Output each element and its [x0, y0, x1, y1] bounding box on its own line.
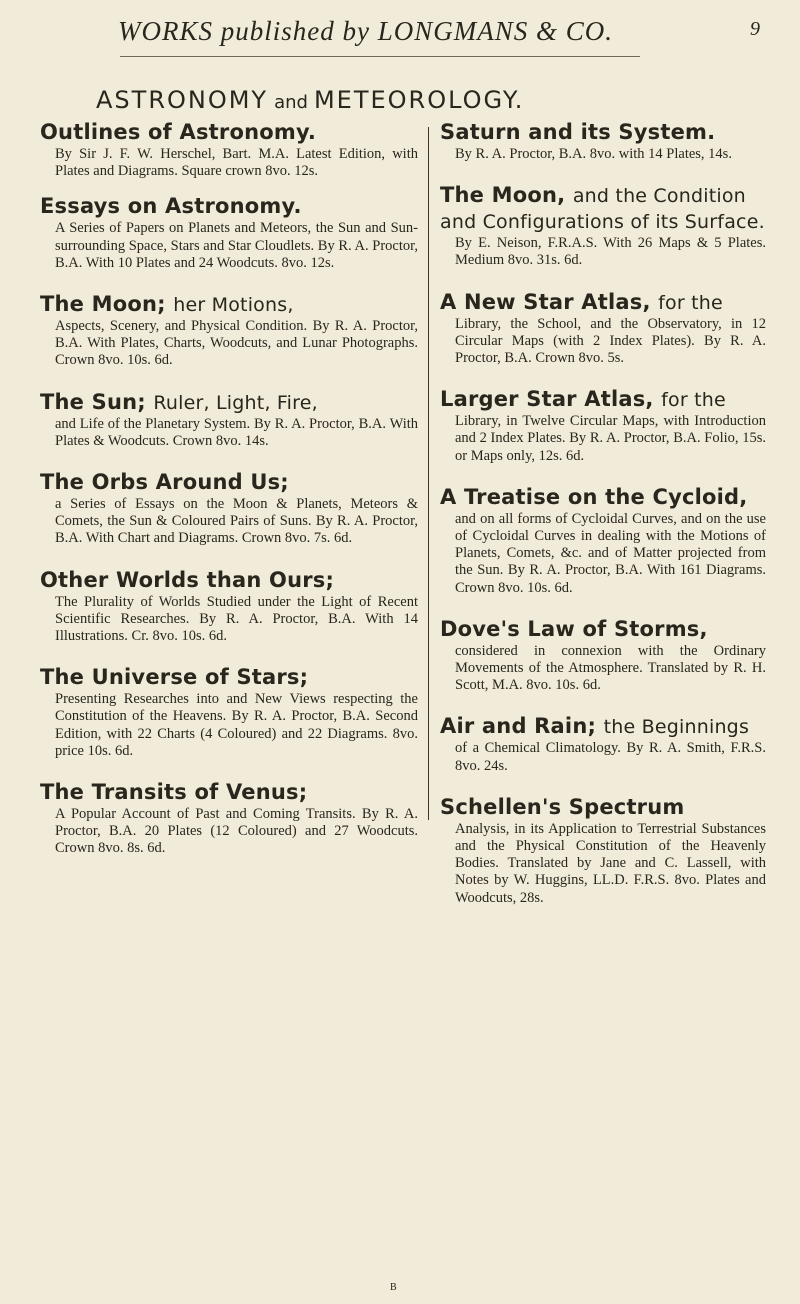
section-title-left: ASTRONOMY [96, 86, 269, 114]
book-description: and Life of the Planetary System. By R. A. Proctor, B.A. With Plates & Woodcuts. Crown 8vo. 14s. [55, 415, 418, 449]
book-entry [40, 194, 418, 272]
book-entry [40, 470, 418, 548]
book-description: A Series of Papers on Planets and Meteors, the Sun and Sun-surrounding Space, Stars and Star Cloudlets. By R. A. Proctor, B.A. With 10 Plates and 24 Woodcuts. 8vo. 12s. [55, 220, 418, 271]
book-title: Schellen's Spectrum [440, 794, 685, 819]
section-title-and: and [274, 92, 308, 113]
section-title-right: METEOROLOGY. [313, 86, 525, 114]
signature-mark: B [390, 1282, 397, 1293]
book-description: By Sir J. F. W. Herschel, Bart. M.A. Latest Edition, with Plates and Diagrams. Square crown 8vo. 12s. [55, 146, 418, 180]
book-entry [40, 568, 418, 646]
running-title: WORKS published by LONGMANS & CO. [118, 16, 613, 46]
book-description: Aspects, Scenery, and Physical Condition. By R. A. Proctor, B.A. With Plates, Charts, Woodcuts, and Lunar Photographs. Crown 8vo. 10s. 6d. [55, 318, 418, 369]
book-title: Essays on Astronomy. [40, 194, 302, 219]
page-number: 9 [750, 18, 760, 40]
book-entry [440, 120, 766, 163]
book-entry [440, 795, 766, 907]
book-description: A Popular Account of Past and Coming Transits. By R. A. Proctor, B.A. 20 Plates (12 Coloured) and 27 Woodcuts. Crown 8vo. 8s. 6d. [55, 806, 418, 857]
book-title: A Treatise on the Cycloid, [440, 484, 748, 509]
book-entry [440, 485, 766, 597]
book-description: By R. A. Proctor, B.A. 8vo. with 14 Plates, 14s. [455, 146, 732, 162]
book-entry [440, 290, 766, 368]
book-description: Library, the School, and the Observatory, in 12 Circular Maps (with 2 Index Plates). By R. A. Proctor, B.A. Crown 8vo. 5s. [455, 315, 766, 367]
book-entry [40, 292, 418, 370]
book-entry [440, 183, 766, 269]
book-title: Outlines of Astronomy. [40, 120, 317, 144]
book-description: considered in connexion with the Ordinary Movements of the Atmosphere. Translated by R. H. Scott, M.A. 8vo. 10s. 6d. [455, 642, 766, 694]
book-title: Air and Rain; the Beginnings [440, 714, 750, 739]
running-head [0, 14, 800, 54]
book-entry [440, 617, 766, 695]
book-entry [40, 780, 418, 858]
book-title: Dove's Law of Storms, [440, 616, 708, 641]
book-description: The Plurality of Worlds Studied under the Light of Recent Scientific Researches. By R. A. Proctor, B.A. With 14 Illustrations. Cr. 8vo. 10s. 6d. [55, 593, 418, 645]
book-description: By E. Neison, F.R.A.S. With 26 Maps & 5 Plates. Medium 8vo. 31s. 6d. [455, 235, 766, 269]
header-rule [120, 56, 640, 57]
book-entry [440, 714, 766, 774]
book-description: Library, in Twelve Circular Maps, with Introduction and 2 Index Plates. By R. A. Proctor, B.A. Folio, 15s. or Maps only, 12s. 6d. [455, 413, 766, 464]
book-entry [40, 390, 418, 450]
book-title: The Orbs Around Us; [40, 470, 289, 495]
right-column [440, 120, 766, 927]
book-title: The Transits of Venus; [40, 780, 308, 805]
book-description: and on all forms of Cycloidal Curves, and on the use of Cycloidal Curves in dealing with the Motions of Planets, Comets, &c. and of Matter projected from the Sun. By R. A. Proctor, B.A. With 161 Diagrams. Crown 8vo. 10s. 6d. [455, 510, 766, 596]
book-title: Saturn and its System. [440, 120, 716, 144]
book-description: Presenting Researches into and New Views respecting the Constitution of the Heavens. By R. A. Proctor, B.A. Second Edition, with 22 Charts (4 Coloured) and 22 Diagrams. 8vo. price 10s. 6d. [55, 691, 418, 759]
book-entry [440, 387, 766, 465]
book-title: The Universe of Stars; [40, 665, 309, 690]
column-divider [428, 127, 429, 820]
book-description: of a Chemical Climatology. By R. A. Smith, F.R.S. 8vo. 24s. [455, 740, 766, 774]
book-title: A New Star Atlas, for the [440, 289, 723, 314]
book-entry [40, 665, 418, 760]
book-title: The Moon; her Motions, [40, 292, 294, 317]
book-description: Analysis, in its Application to Terrestrial Substances and the Physical Constitution of the Heavenly Bodies. Translated by Jane and C. Lassell, with Notes by W. Huggins, LL.D. F.R.S. 8vo. Plates and Woodcuts, 28s. [455, 820, 766, 906]
book-entry [40, 120, 418, 180]
book-description: a Series of Essays on the Moon & Planets, Meteors & Comets, the Sun & Coloured Pairs of Suns. By R. A. Proctor, B.A. With Chart and Diagrams. Crown 8vo. 7s. 6d. [55, 496, 418, 547]
book-title: The Sun; Ruler, Light, Fire, [40, 389, 318, 414]
book-title: Larger Star Atlas, for the [440, 387, 726, 412]
left-column [40, 120, 418, 878]
book-title: Other Worlds than Ours; [40, 567, 335, 592]
section-title [96, 86, 656, 114]
book-title: The Moon, and the Condition and Configurations of its Surface. [440, 183, 765, 234]
